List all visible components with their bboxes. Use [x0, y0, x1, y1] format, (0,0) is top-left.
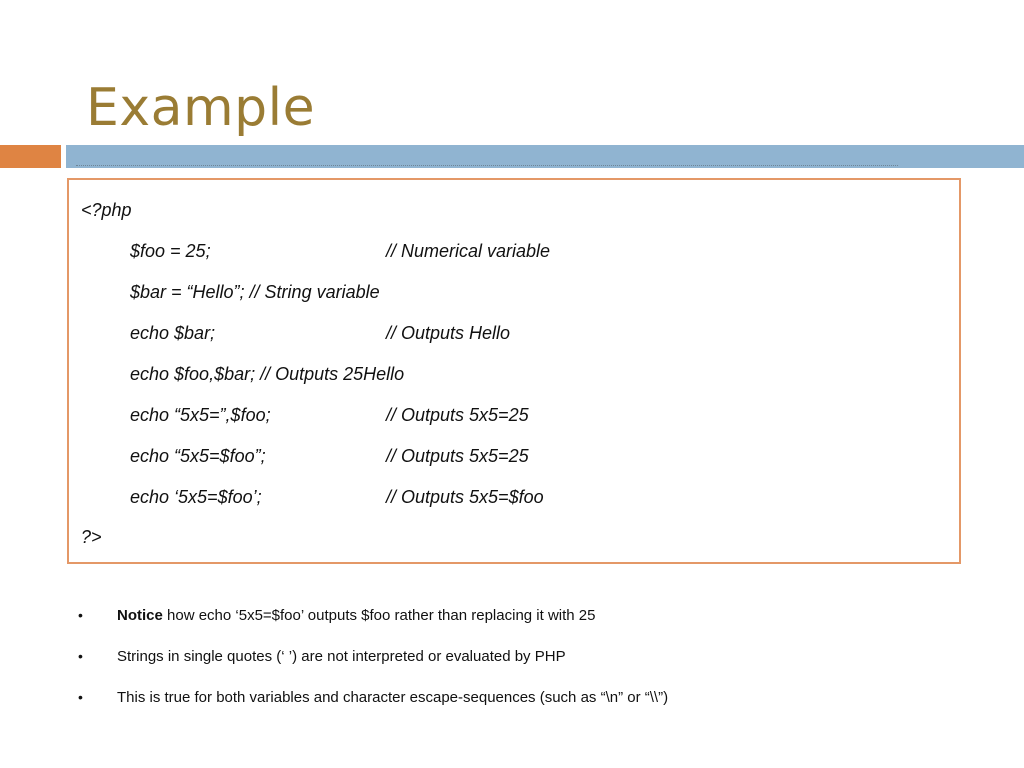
code-comment-1: // Numerical variable — [386, 241, 551, 261]
code-close-tag: ?> — [81, 527, 102, 547]
code-line-6: echo “5x5=$foo”; — [130, 446, 266, 466]
code-line-4: echo $foo,$bar; // Outputs 25Hello — [130, 364, 405, 384]
bullet-text-2: Strings in single quotes (‘ ’) are not interpreted or evaluated by PHP — [117, 648, 566, 665]
code-comment-5: // Outputs 5x5=25 — [386, 405, 529, 425]
bullet-text-1 — [117, 608, 596, 623]
code-comment-3: // Outputs Hello — [386, 323, 511, 343]
code-line-1: $foo = 25; — [130, 241, 211, 261]
code-line-3: echo $bar; — [130, 323, 216, 343]
bullet-marker-1: • — [78, 607, 83, 623]
accent-bar-orange — [0, 145, 61, 168]
bullet-body-1: how echo ‘5x5=$foo’ outputs $foo rather than replacing it with 25 — [162, 607, 596, 624]
bullet-marker-2: • — [78, 648, 83, 664]
slide-title: Example — [86, 78, 316, 138]
bullet-bold-1: Notice — [117, 607, 163, 624]
code-line-5: echo “5x5=”,$foo; — [130, 405, 271, 425]
dotted-divider — [76, 165, 898, 166]
code-box — [67, 178, 961, 564]
bullet-text-3: This is true for both variables and character escape-sequences (such as “\n” or “\\”) — [117, 689, 669, 706]
bullet-marker-3: • — [78, 689, 83, 705]
code-comment-6: // Outputs 5x5=25 — [386, 446, 529, 466]
code-line-7: echo ‘5x5=$foo’; — [130, 487, 262, 507]
code-open-tag: <?php — [81, 200, 132, 220]
code-comment-7: // Outputs 5x5=$foo — [386, 487, 544, 507]
code-line-2: $bar = “Hello”; // String variable — [130, 282, 380, 302]
